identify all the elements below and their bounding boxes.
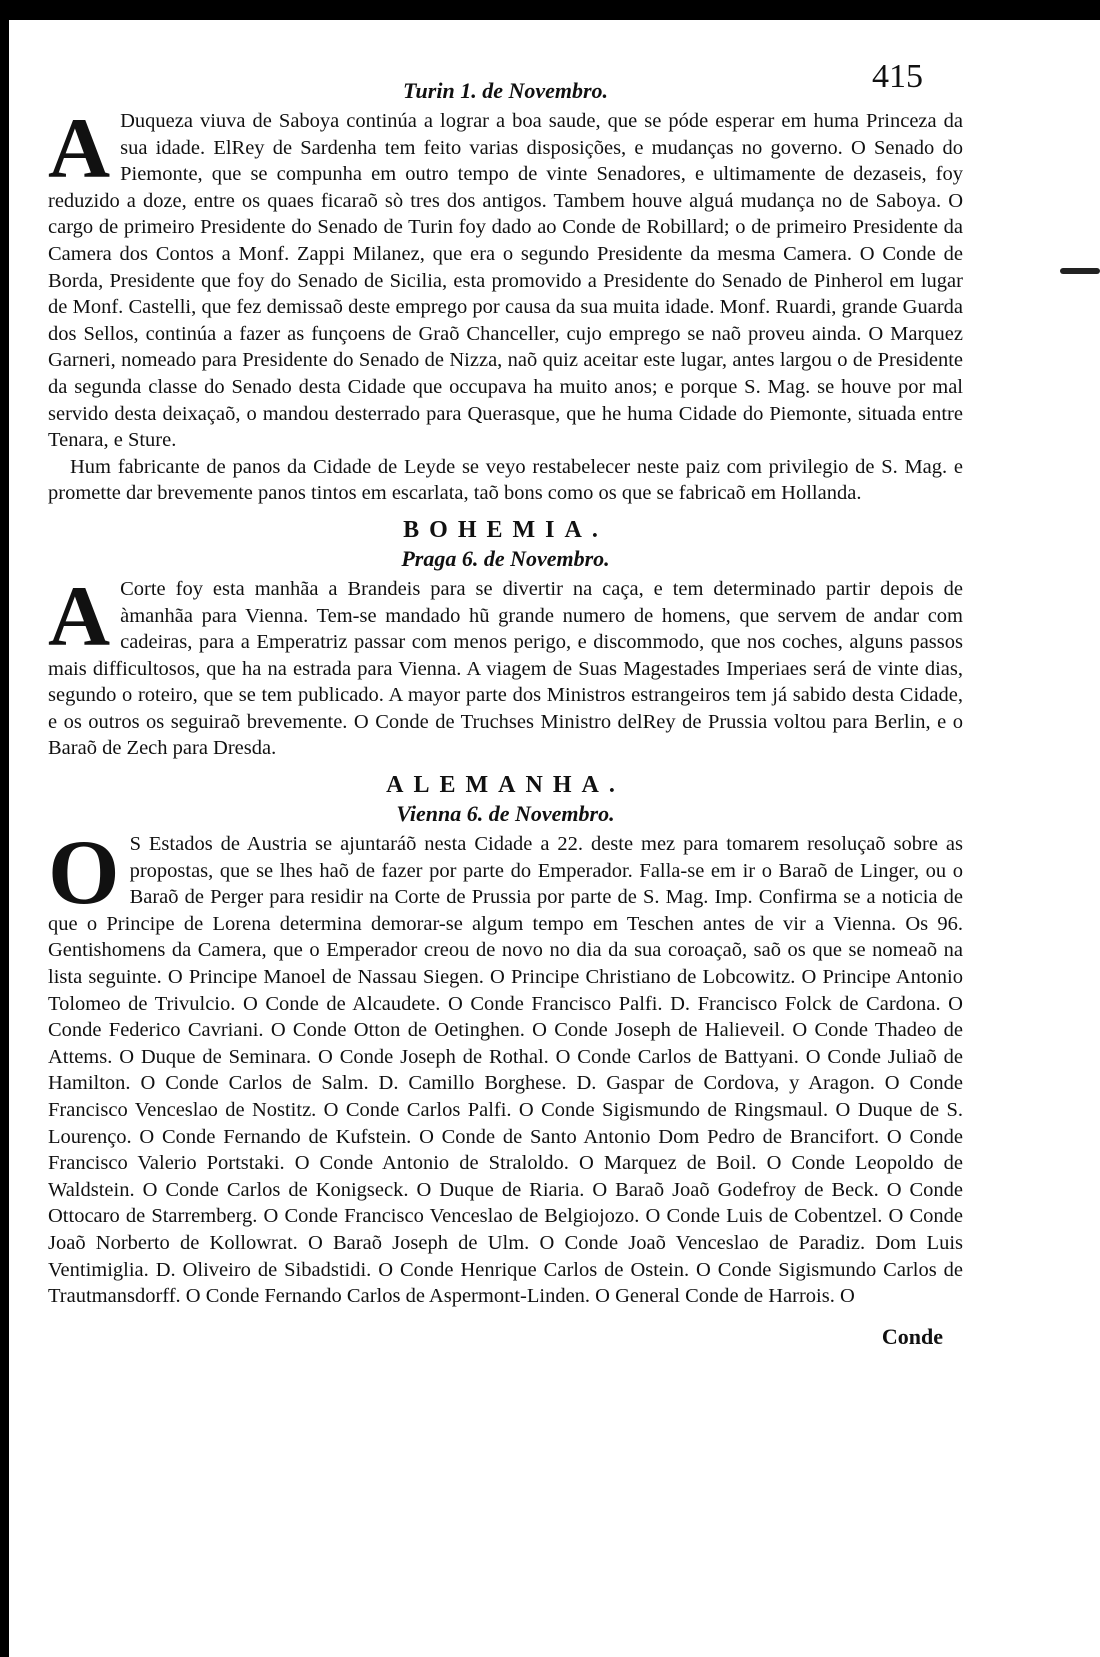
- drop-cap: A: [48, 567, 111, 664]
- catchword: Conde: [881, 1323, 943, 1349]
- scan-edge-mark: [1060, 268, 1100, 274]
- gazette-page: [48, 50, 963, 1350]
- dateline-vienna: Vienna 6. de Novembro.: [396, 801, 615, 827]
- drop-cap: O: [48, 821, 120, 924]
- dateline-praga: Praga 6. de Novembro.: [401, 545, 610, 571]
- left-scan-border: [0, 0, 9, 1657]
- paragraph: Corte foy esta manhãa a Brandeis para se divertir na caça, e tem determinado partir depois de àmanhãa para Vienna. Tem-se mandado hũ grande numero de homens, que servem de andar com cadeiras, para a Emperatriz passar com menos perigo, e discommodo, que nos coches, alguns passos mais difficultosos, que ha na estrada para Vienna. A viagem de Suas Magestades Imperiaes será de vinte dias, segundo o roteiro, que se tem publicado. A mayor parte dos Ministros estrangeiros tem já sabido desta Cidade, e os outros os seguiraõ brevemente. O Conde de Truchses Ministro delRey de Prussia voltou para Berlin, e o Baraõ de Zech para Dresda.: [48, 577, 963, 760]
- drop-cap: A: [48, 100, 111, 196]
- section-alemanha: [48, 772, 963, 1310]
- paragraph: S Estados de Austria se ajuntaráõ nesta Cidade a 22. deste mez para tomarem resoluçaõ sobre as propostas, que se lhes haõ de fazer por parte do Emperador. Falla-se em ir o Baraõ de Linger, ou o Baraõ de Perger para residir na Corte de Prussia por parte de S. Mag. Imp. Confirma se a noticia de que o Principe de Lorena determina demorar-se algum tempo em Teschen antes de vir a Vienna. Os 96. Gentishomens da Camera, que o Emperador creou de novo no dia da sua coroaçaõ, saõ os que se nomeaõ na lista seguinte. O Principe Manoel de Nassau Siegen. O Principe Christiano de Lobcowitz. O Principe Antonio Tolomeo de Trivulcio. O Conde de Alcaudete. O Conde Francisco Palfi. D. Francisco Folck de Cardona. O Conde Federico Cavriani. O Conde Otton de Oetinghen. O Conde Joseph de Halieveil. O Conde Thadeo de Attems. O Duque de Seminara. O Conde Joseph de Rothal. O Conde Carlos de Battyani. O Conde Juliaõ de Hamilton. O Conde Carlos de Salm. D. Camillo Borghese. D. Gaspar de Cordova, y Aragon. O Conde Francisco Venceslao de Nostitz. O Conde Carlos Palfi. O Conde Sigismundo de Ringsmaul. O Duque de S. Lourenço. O Conde Fernando de Kufstein. O Conde de Santo Antonio Dom Pedro de Brancifort. O Conde Francisco Valerio Portstaki. O Conde Antonio de Straloldo. O Marquez de Boil. O Conde Leopoldo de Waldstein. O Conde Carlos de Konigseck. O Duque de Riaria. O Baraõ Joaõ Godefroy de Beck. O Conde Ottocaro de Starremberg. O Conde Francisco Venceslao de Belgiojozo. O Conde Luis de Cobentzel. O Conde Joaõ Norberto de Kollowrat. O Baraõ Joseph de Ulm. O Conde Joaõ Venceslao de Paradiz. Dom Luis Ventimiglia. D. Oliveiro de Sibadstidi. O Conde Henrique Carlos de Ostein. O Conde Sigismundo Carlos de Trautmansdorff. O Conde Fernando Carlos de Aspermont-Linden. O General Conde de Harrois. O: [48, 833, 963, 1308]
- section-bohemia: [48, 517, 963, 762]
- dateline-turin: Turin 1. de Novembro.: [402, 78, 609, 103]
- top-scan-border: [0, 0, 1100, 20]
- paragraph: Hum fabricante de panos da Cidade de Leyde se veyo restabelecer neste paiz com privilegio de S. Mag. e promette dar brevemente panos tintos em escarlata, taõ bons como os que se fabricaõ em Hollanda.: [48, 455, 963, 505]
- paragraph: Duqueza viuva de Saboya continúa a lograr a boa saude, que se póde esperar em huma Princeza da sua idade. ElRey de Sardenha tem feito varias disposições, e mudanças no governo. O Senado do Piemonte, que se compunha em outro tempo de vinte Senadores, e ultimamente de dezaseis, foy reduzido a doze, entre os quaes ficaraõ sò tres dos antigos. Tambem houve alguá mudança no de Saboya. O cargo de primeiro Presidente do Senado de Turin foy dado ao Conde de Robillard; o de primeiro Presidente da Camera dos Contos a Monf. Zappi Milanez, que era o segundo Presidente da mesma Camera. O Conde de Borda, Presidente que foy do Senado de Sicilia, esta promovido a Presidente do Senado de Pinherol em lugar de Monf. Castelli, que fez demissaõ deste emprego por causa da sua muita idade. Monf. Ruardi, grande Guarda dos Sellos, continúa a fazer as funçoens de Graõ Chanceller, cujo emprego se naõ proveu ainda. O Marquez Garneri, nomeado para Presidente do Senado de Nizza, naõ quiz aceitar este lugar, antes largou o de Presidente da segunda classe do Senado desta Cidade que occupava ha muito anos; e porque S. Mag. se houve por mal servido desta deixaçaõ, o mandou desterrado para Querasque, que he huma Cidade do Piemonte, situada entre Tenara, e Sture.: [48, 110, 963, 452]
- section-heading: BOHEMIA.: [403, 516, 608, 543]
- section-heading: ALEMANHA.: [386, 772, 625, 799]
- section-turin: [48, 78, 963, 507]
- page-number: 415: [872, 58, 923, 95]
